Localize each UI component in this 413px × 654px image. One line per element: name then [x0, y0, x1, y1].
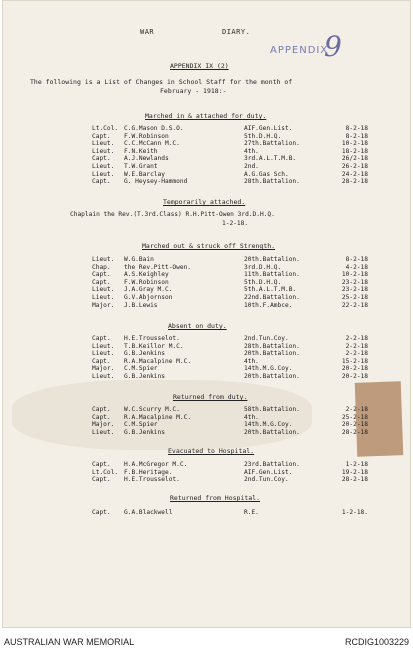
unit-cell: 22nd.Battalion. — [244, 293, 300, 301]
table-returned-hospital — [92, 509, 368, 517]
name-cell: F.W.Robinson — [124, 278, 169, 286]
date-cell: 23-2-18 — [341, 286, 368, 294]
name-cell: T.W.Grant — [124, 162, 158, 170]
intro-text — [30, 78, 400, 96]
unit-cell: 2nd. — [244, 162, 259, 170]
rank-cell: Lieut. — [92, 147, 115, 155]
name-cell: G.A.Blackwell — [124, 509, 173, 516]
table-row — [92, 509, 368, 517]
date-cell: 22-2-18 — [341, 301, 368, 309]
rank-cell: Chap. — [92, 263, 111, 271]
rank-cell: Lieut. — [92, 162, 115, 170]
table-row — [92, 469, 368, 477]
table-evacuated — [92, 461, 368, 484]
table-marched-out — [92, 256, 368, 309]
rank-cell: Capt. — [92, 271, 111, 279]
date-cell: 26/2-18 — [341, 155, 368, 163]
name-cell: G.B.Jenkins — [124, 350, 165, 358]
name-cell: C.M.Spier — [124, 421, 158, 429]
table-row — [92, 350, 368, 358]
unit-cell: A.G.Gas Sch. — [244, 170, 289, 178]
table-row — [92, 125, 368, 133]
table-row — [92, 140, 368, 148]
intro-line-1: The following is a List of Changes in School Staff for the month of — [30, 78, 293, 86]
header-diary: DIARY. — [222, 28, 251, 36]
rank-cell: Capt. — [92, 461, 111, 468]
rank-cell: Capt. — [92, 406, 111, 413]
rank-cell: Capt. — [92, 335, 111, 342]
table-row — [92, 365, 368, 373]
temp-line-1: Chaplain the Rev.(T.3rd.Class) R.H.Pitt-Owen 3rd.D.H.Q. — [70, 211, 275, 218]
rank-cell: Capt. — [92, 357, 111, 365]
rank-cell: Lieut. — [92, 350, 115, 358]
rank-cell: Lieut. — [92, 140, 115, 148]
name-cell: G.B.Jenkins — [124, 428, 165, 436]
rank-cell: Lt.Col. — [92, 125, 119, 132]
name-cell: A.S.Keighley — [124, 271, 169, 279]
rank-cell: Capt. — [92, 413, 111, 421]
table-marched-in — [92, 125, 368, 186]
unit-cell: R.E. — [244, 509, 259, 516]
table-row — [92, 163, 368, 171]
name-cell: A.J.Newlands — [124, 155, 169, 163]
table-row — [92, 271, 368, 279]
appendix-stamp: APPENDIX — [270, 45, 329, 56]
unit-cell: 2nd.Tun.Coy. — [244, 335, 289, 342]
date-cell: 1-2-18. — [341, 509, 368, 516]
rank-cell: Capt. — [92, 132, 111, 140]
date-cell: 26-2-18 — [341, 162, 368, 170]
rank-cell: Capt. — [92, 476, 111, 484]
date-cell: 20-2-18 — [341, 421, 368, 429]
section-title-returned-duty: Returned from duty. — [173, 393, 248, 401]
date-cell: 10-2-18 — [341, 140, 368, 148]
date-cell: 8-2-18 — [345, 132, 368, 140]
rank-cell: Lieut. — [92, 372, 115, 380]
date-cell: 4-2-18 — [345, 263, 368, 271]
unit-cell: 28th.Battalion. — [244, 178, 300, 186]
date-cell: 2-2-18 — [345, 342, 368, 350]
table-row — [92, 286, 368, 294]
section-title-marched-in: Marched in & attached for duty. — [145, 112, 267, 120]
date-cell: 19-2-18 — [341, 468, 368, 476]
date-cell: 10-2-18 — [341, 271, 368, 279]
pencil-number: 9 — [324, 30, 342, 63]
name-cell: G.V.Abjornson — [124, 293, 173, 301]
rank-cell: Capt. — [92, 278, 111, 286]
name-cell: W.C.Scurry M.C. — [124, 406, 180, 413]
date-cell: 28-2-18 — [341, 428, 368, 436]
date-cell: 1-2-18 — [345, 461, 368, 468]
table-row — [92, 429, 368, 437]
name-cell: G.B.Jenkins — [124, 372, 165, 380]
date-cell: 28-2-18 — [341, 178, 368, 186]
unit-cell: 20th.Battalion. — [244, 372, 300, 380]
table-row — [92, 279, 368, 287]
section-title-evacuated: Evacuated to Hospital. — [168, 447, 255, 455]
unit-cell: AIF.Gen.List. — [244, 125, 293, 132]
table-row — [92, 343, 368, 351]
date-cell: 8-2-18 — [345, 125, 368, 132]
section-title-returned-hospital: Returned from Hospital. — [170, 494, 261, 502]
unit-cell: 3rd.A.L.T.M.B. — [244, 155, 297, 163]
table-row — [92, 414, 368, 422]
unit-cell: 5th.D.H.Q. — [244, 132, 282, 140]
name-cell: W.E.Barclay — [124, 170, 165, 178]
rank-cell: Major. — [92, 365, 115, 373]
section-title-temp: Temporarily attached. — [163, 198, 246, 206]
rank-cell: Capt. — [92, 509, 111, 516]
unit-cell: 11th.Battalion. — [244, 271, 300, 279]
section-title-marched-out: Marched out & struck off Strength. — [142, 242, 276, 250]
name-cell: F.B.Heritage. — [124, 468, 173, 476]
unit-cell: 27th.Battalion. — [244, 140, 300, 148]
unit-cell: 3rd.D.H.Q. — [244, 263, 282, 271]
table-row — [92, 335, 368, 343]
name-cell: H.E.Trousselot. — [124, 476, 180, 484]
name-cell: T.B.Keillor M.C. — [124, 342, 184, 350]
rank-cell: Major. — [92, 421, 115, 429]
name-cell: C.G.Mason D.S.O. — [124, 125, 184, 132]
rank-cell: Lieut. — [92, 428, 115, 436]
table-row — [92, 294, 368, 302]
name-cell: the Rev.Pitt-Owen. — [124, 263, 192, 271]
table-row — [92, 461, 368, 469]
date-cell: 20-2-18 — [341, 372, 368, 380]
unit-cell: 4th. — [244, 147, 259, 155]
table-absent — [92, 335, 368, 381]
header-war: WAR — [140, 28, 155, 36]
table-row — [92, 256, 368, 264]
date-cell: 2-2-18 — [345, 406, 368, 413]
table-row — [92, 476, 368, 484]
unit-cell: 5th.D.H.Q. — [244, 278, 282, 286]
name-cell: F.W.Robinson — [124, 132, 169, 140]
table-row — [92, 148, 368, 156]
table-row — [92, 406, 368, 414]
appendix-title: APPENDIX IX (2) — [170, 62, 229, 70]
unit-cell: 4th. — [244, 413, 259, 421]
name-cell: J.A.Gray M.C. — [124, 286, 173, 294]
temp-line-2: 1-2-18. — [222, 220, 249, 227]
name-cell: H.E.Trousselot. — [124, 335, 180, 342]
date-cell: 2-2-18 — [345, 335, 368, 342]
unit-cell: 10th.F.Ambce. — [244, 301, 293, 309]
intro-line-2: February - 1918:- — [160, 87, 227, 95]
footer-source: AUSTRALIAN WAR MEMORIAL — [4, 637, 135, 647]
name-cell: C.M.Spier — [124, 365, 158, 373]
unit-cell: 14th.M.G.Coy. — [244, 365, 293, 373]
unit-cell: 20th.Battalion. — [244, 256, 300, 263]
date-cell: 25-2-18 — [341, 413, 368, 421]
unit-cell: 20th.Battalion. — [244, 428, 300, 436]
unit-cell: 23rd.Battalion. — [244, 461, 300, 468]
table-row — [92, 264, 368, 272]
table-row — [92, 421, 368, 429]
unit-cell: 20th.Battalion. — [244, 350, 300, 358]
name-cell: J.B.Lewis — [124, 301, 158, 309]
name-cell: C.C.McCann M.C. — [124, 140, 180, 148]
rank-cell: Major. — [92, 301, 115, 309]
date-cell: 18-2-18 — [341, 147, 368, 155]
date-cell: 28-2-18 — [341, 476, 368, 484]
rank-cell: Capt. — [92, 155, 111, 163]
name-cell: W.G.Bain — [124, 256, 154, 263]
rank-cell: Capt. — [92, 178, 111, 186]
unit-cell: 28th.Battalion. — [244, 342, 300, 350]
table-row — [92, 302, 368, 310]
table-row — [92, 133, 368, 141]
table-row — [92, 155, 368, 163]
table-row — [92, 171, 368, 179]
rank-cell: Lieut. — [92, 170, 115, 178]
rank-cell: Lt.Col. — [92, 468, 119, 476]
name-cell: R.A.Macalpine M.C. — [124, 357, 192, 365]
footer-id: RCDIG1003229 — [344, 637, 409, 647]
date-cell: 15-2-18 — [341, 357, 368, 365]
date-cell: 20-2-18 — [341, 365, 368, 373]
rank-cell: Lieut. — [92, 342, 115, 350]
rank-cell: Lieut. — [92, 293, 115, 301]
section-title-absent: Absent on duty. — [168, 322, 227, 330]
table-row — [92, 358, 368, 366]
date-cell: 25-2-18 — [341, 293, 368, 301]
date-cell: 2-2-18 — [345, 350, 368, 358]
date-cell: 23-2-18 — [341, 278, 368, 286]
table-returned-duty — [92, 406, 368, 436]
rank-cell: Lieut. — [92, 256, 115, 263]
unit-cell: 14th.M.G.Coy. — [244, 421, 293, 429]
name-cell: G. Heysey-Hammond — [124, 178, 188, 186]
name-cell: F.N.Keith — [124, 147, 158, 155]
table-row — [92, 178, 368, 186]
unit-cell: 2nd.Tun.Coy. — [244, 476, 289, 484]
unit-cell: 4th. — [244, 357, 259, 365]
rank-cell: Lieut. — [92, 286, 115, 294]
unit-cell: 5th.A.L.T.M.B. — [244, 286, 297, 294]
name-cell: R.A.Macalpine M.C. — [124, 413, 192, 421]
unit-cell: AIF.Gen.List. — [244, 468, 293, 476]
date-cell: 8-2-18 — [345, 256, 368, 263]
date-cell: 24-2-18 — [341, 170, 368, 178]
name-cell: H.A.McGregor M.C. — [124, 461, 188, 468]
unit-cell: 58th.Battalion. — [244, 406, 300, 413]
table-row — [92, 373, 368, 381]
